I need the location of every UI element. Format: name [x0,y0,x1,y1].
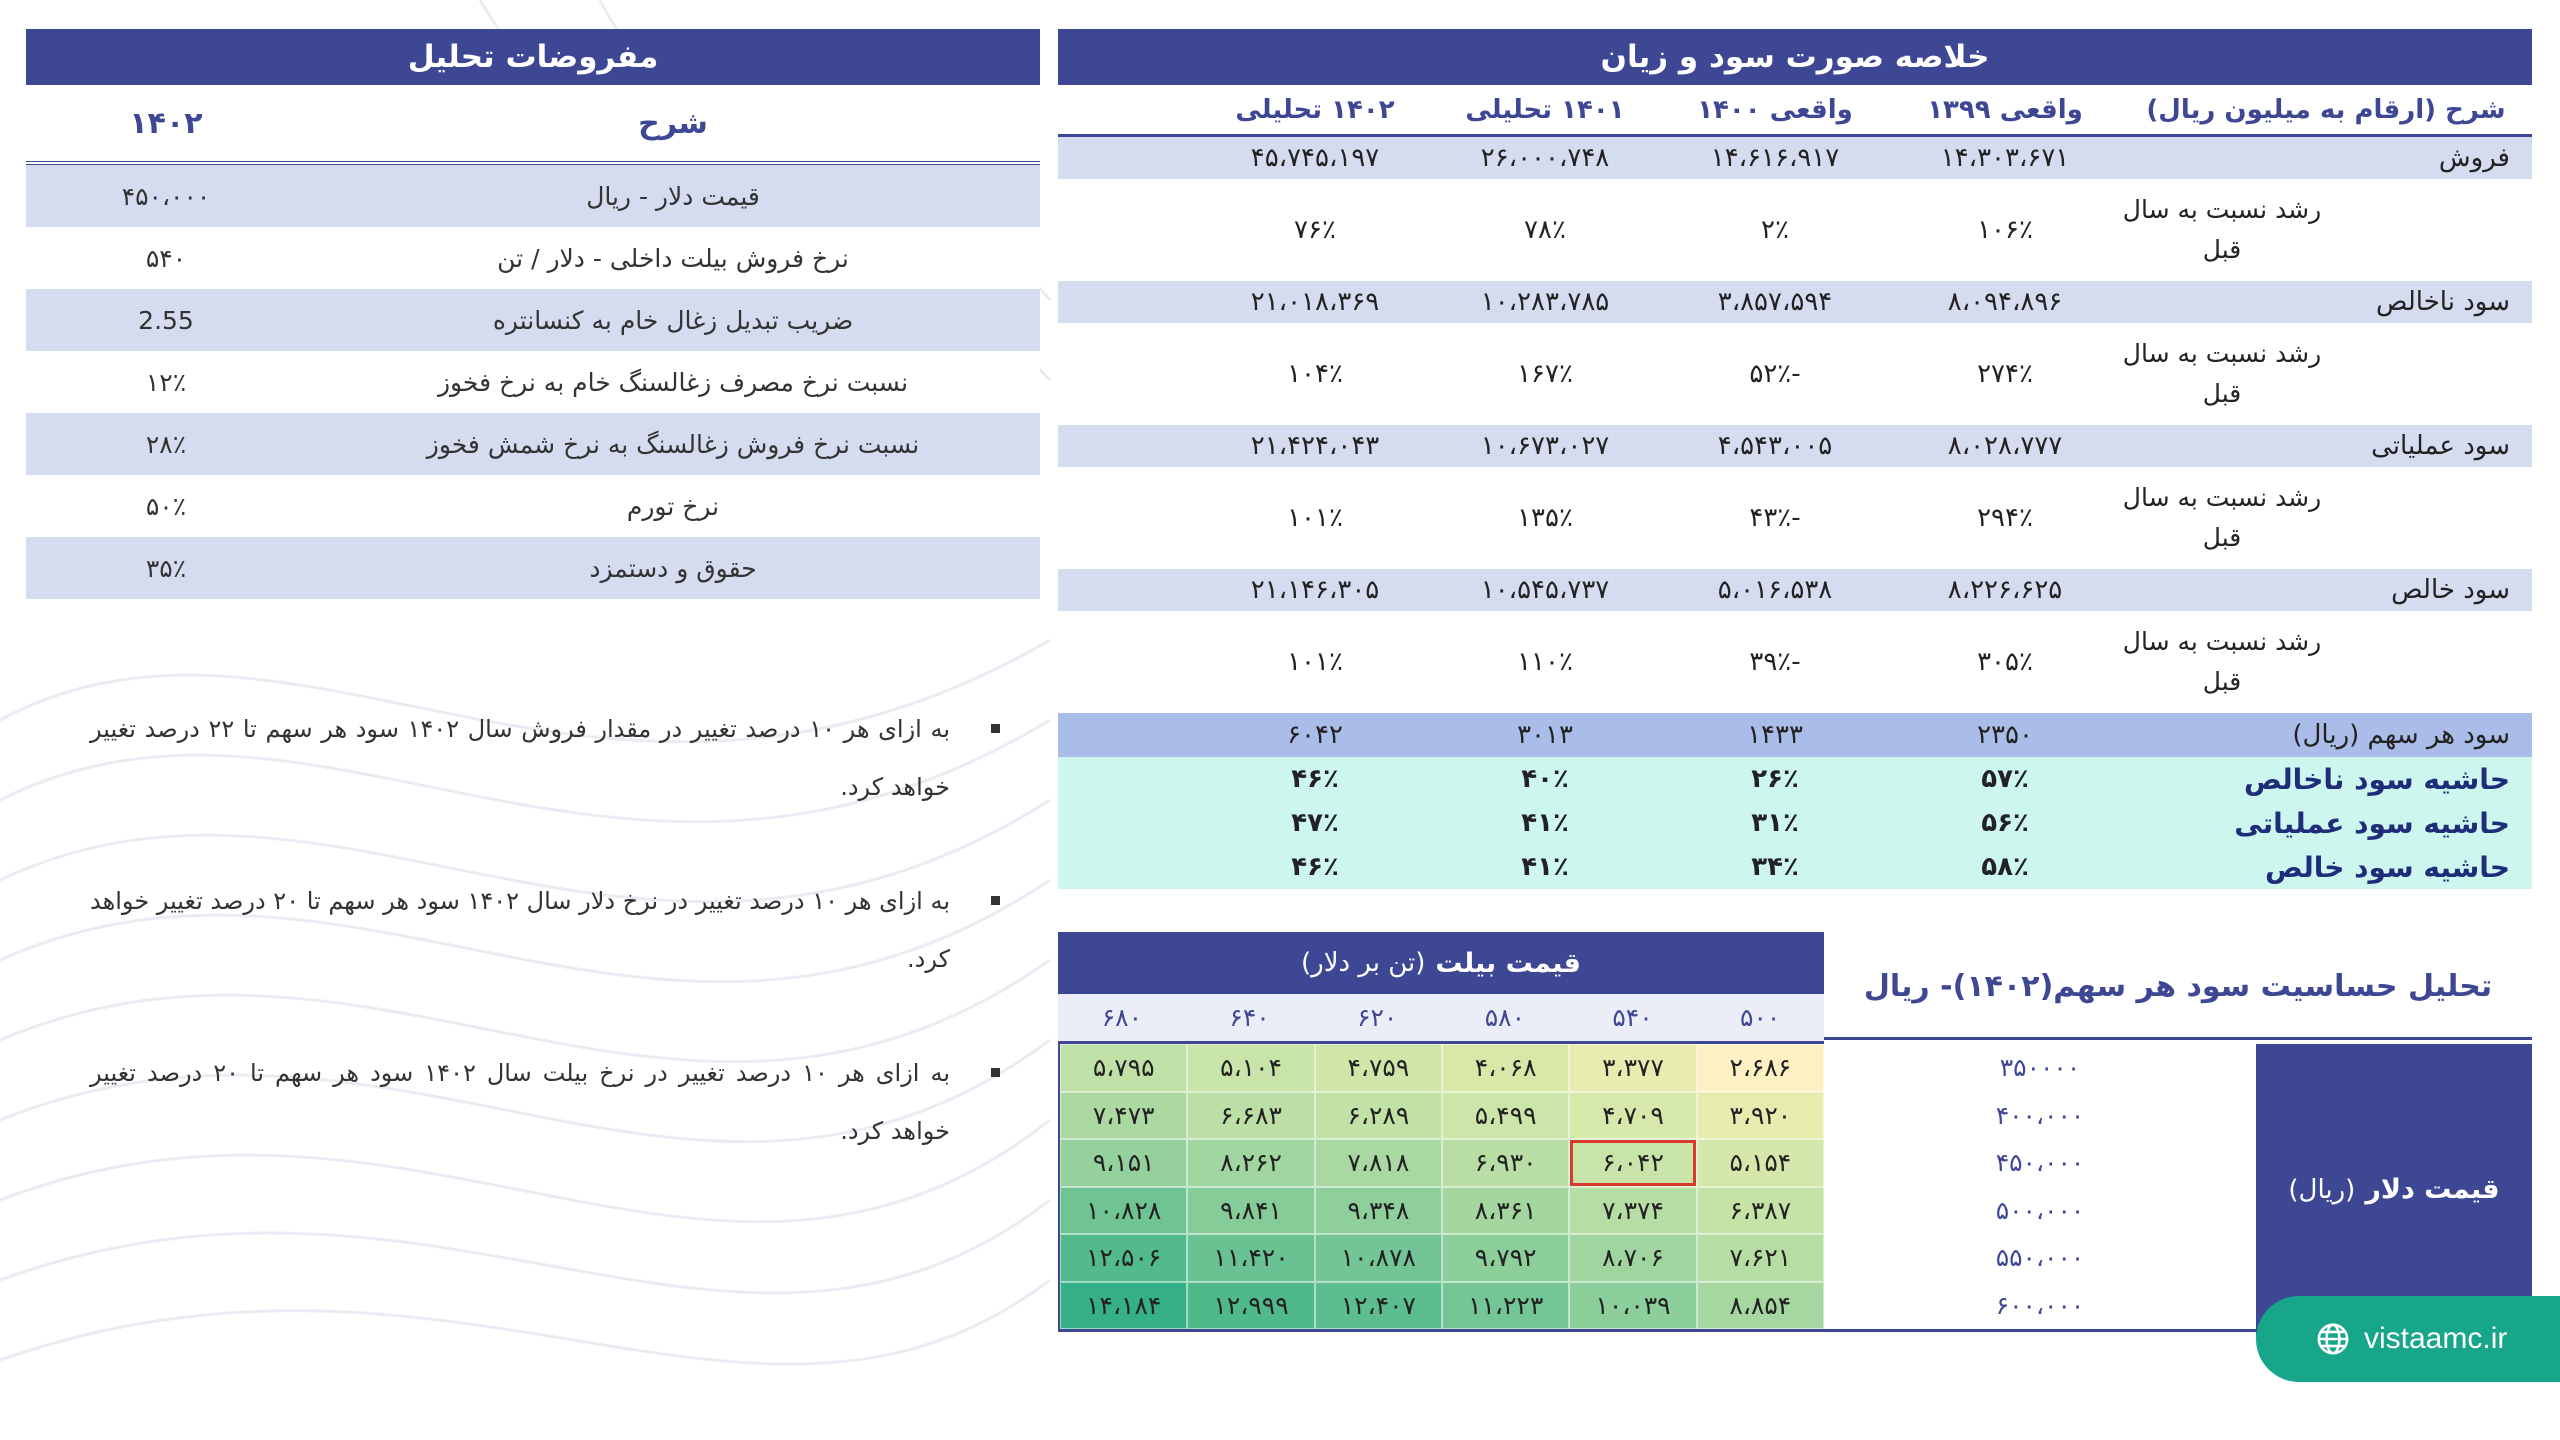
sensitivity-notes [90,700,950,1216]
value-cell: ۵۸٪ [1981,852,2029,882]
value-cell: ۸،۰۹۴،۸۹۶ [1947,287,2063,317]
assumption-desc: نرخ فروش بیلت داخلی - دلار / تن [497,243,849,273]
summary-row-growth [1058,611,2532,713]
sensitivity-row [1060,1282,1824,1330]
assumption-value: ۵۴۰ [145,243,187,273]
summary-row-growth [1058,467,2532,569]
assumptions-title: مفروضات تحلیل [26,29,1040,85]
summary-row-sales [1058,137,2532,179]
note-text: به ازای هر ۱۰ درصد تغییر در مقدار فروش سال ۱۴۰۲ سود هر سهم تا ۲۲ درصد تغییر خواهد کرد. [90,715,951,801]
value-cell: ۱۴،۶۱۶،۹۱۷ [1710,143,1840,173]
sensitivity-cell: ۱۲،۴۰۷ [1315,1282,1442,1330]
sensitivity-cell: ۱۰،۸۲۸ [1060,1187,1187,1235]
assumption-value: ۱۲٪ [145,367,187,397]
value-cell: ۲۱،۱۴۶،۳۰۵ [1250,575,1380,605]
sensitivity-cell: ۸،۷۰۶ [1569,1234,1696,1282]
row-label: حاشیه سود ناخالص [2243,762,2510,796]
value-cell: ۱۴،۳۰۳،۶۷۱ [1940,143,2070,173]
assumption-value: ۲۸٪ [145,429,187,459]
growth-cell: ۲۷۴٪ [1977,359,2033,389]
sensitivity-cell: ۴،۰۶۸ [1442,1044,1569,1092]
sensitivity-cell: ۶،۹۳۰ [1442,1139,1569,1187]
value-cell: ۲۳۵۰ [1977,720,2033,750]
summary-row-gross-profit [1058,281,2532,323]
sensitivity-cell: ۷،۳۷۴ [1569,1187,1696,1235]
sensitivity-cell: ۸،۲۶۲ [1187,1139,1314,1187]
growth-cell: ۱۰۱٪ [1287,647,1343,677]
bullet-square-icon [991,896,1000,905]
dollar-price-unit: (ریال) [2288,1174,2356,1205]
note-text: به ازای هر ۱۰ درصد تغییر در نرخ دلار سال ۱۴۰۲ سود هر سهم تا ۲۰ درصد تغییر خواهد کرد. [90,887,951,973]
billet-price: ۶۴۰ [1229,1003,1270,1032]
billet-price: ۶۲۰ [1357,1003,1398,1032]
assumption-row [26,289,1040,351]
value-cell: ۸،۲۲۶،۶۲۵ [1947,575,2063,605]
summary-row-operating-profit [1058,425,2532,467]
growth-cell: ۱۶۷٪ [1517,359,1573,389]
summary-row-growth [1058,323,2532,425]
sensitivity-table [1058,932,1824,1332]
growth-cell: ۱۱۰٪ [1517,647,1573,677]
summary-col-1401: ۱۴۰۱ تحلیلی [1465,94,1625,125]
value-cell: ۲۶٪ [1751,764,1799,794]
summary-header-row [1058,85,2532,137]
assumption-row [26,351,1040,413]
value-cell: ۱۰،۶۷۳،۰۲۷ [1480,431,1610,461]
summary-col-1402: ۱۴۰۲ تحلیلی [1235,94,1395,125]
sensitivity-cell: ۶،۲۸۹ [1315,1092,1442,1140]
summary-row-eps [1058,713,2532,757]
sensitivity-cell: ۹،۱۵۱ [1060,1139,1187,1187]
billet-price: ۵۰۰ [1740,1003,1781,1032]
note-item [90,872,950,988]
summary-row-growth [1058,179,2532,281]
note-item [90,700,950,816]
assumption-value: ۵۰٪ [145,491,187,521]
assumption-desc: ضریب تبدیل زغال خام به کنسانتره [492,305,854,335]
growth-cell: ۷۶٪ [1294,215,1336,245]
growth-cell: ۱۳۵٪ [1517,503,1573,533]
growth-label: رشد نسبت به سال قبل [2122,483,2322,552]
dollar-price: ۴۵۰،۰۰۰ [1824,1139,2256,1187]
summary-row-gross-margin [1058,757,2532,801]
growth-cell: -۵۲٪ [1749,359,1801,389]
sensitivity-cell: ۱۲،۵۰۶ [1060,1234,1187,1282]
assumption-desc: نسبت نرخ مصرف زغالسنگ خام به نرخ فخوز [437,367,909,397]
dollar-price-header [2256,1044,2532,1335]
assumptions-table [26,29,1040,599]
value-cell: ۴،۵۴۳،۰۰۵ [1717,431,1833,461]
assumption-row [26,165,1040,227]
summary-row-net-margin [1058,845,2532,889]
billet-price-row [1058,994,1824,1044]
sensitivity-cell: ۹،۳۴۸ [1315,1187,1442,1235]
value-cell: ۴۰٪ [1521,764,1569,794]
sensitivity-cell: ۵،۱۰۴ [1187,1044,1314,1092]
value-cell: ۱۰،۲۸۳،۷۸۵ [1480,287,1610,317]
summary-col-desc: شرح (ارقام به میلیون ریال) [2146,94,2506,125]
row-label: حاشیه سود عملیاتی [2234,806,2510,840]
sensitivity-cell: ۷،۴۷۳ [1060,1092,1187,1140]
sensitivity-grid [1058,1044,1824,1332]
sensitivity-cell: ۱۱،۲۲۳ [1442,1282,1569,1330]
value-cell: ۳۰۱۳ [1517,720,1573,750]
note-item [90,1044,950,1160]
dollar-price: ۵۵۰،۰۰۰ [1824,1234,2256,1282]
assumption-desc: نسبت نرخ فروش زغالسنگ به نرخ شمش فخوز [426,429,920,459]
summary-col-1399: واقعی ۱۳۹۹ [1927,94,2083,125]
sensitivity-cell: ۱۱،۴۲۰ [1187,1234,1314,1282]
assumption-row [26,413,1040,475]
sensitivity-cell: ۷،۶۲۱ [1697,1234,1824,1282]
growth-cell: ۱۰۶٪ [1977,215,2033,245]
value-cell: ۸،۰۲۸،۷۷۷ [1947,431,2063,461]
sensitivity-cell: ۵،۷۹۵ [1060,1044,1187,1092]
sensitivity-cell: ۳،۳۷۷ [1569,1044,1696,1092]
assumption-value: ۳۵٪ [145,553,187,583]
value-cell: ۵،۰۱۶،۵۳۸ [1717,575,1833,605]
billet-price-header [1058,932,1824,994]
summary-title: خلاصه صورت سود و زیان [1058,29,2532,85]
sensitivity-row [1060,1092,1824,1140]
billet-price-unit: (تن بر دلار) [1301,948,1426,978]
value-cell: ۴۷٪ [1291,808,1339,838]
assumptions-header-row [26,85,1040,165]
dollar-price: ۶۰۰،۰۰۰ [1824,1282,2256,1330]
value-cell: ۴۶٪ [1291,764,1339,794]
value-cell: ۶۰۴۲ [1287,720,1343,750]
sensitivity-cell: ۱۲،۹۹۹ [1187,1282,1314,1330]
sensitivity-cell: ۸،۳۶۱ [1442,1187,1569,1235]
value-cell: ۴۶٪ [1291,852,1339,882]
growth-cell: ۲٪ [1761,215,1789,245]
sensitivity-cell: ۶،۳۸۷ [1697,1187,1824,1235]
value-cell: ۳،۸۵۷،۵۹۴ [1717,287,1833,317]
summary-row-operating-margin [1058,801,2532,845]
assumption-row [26,475,1040,537]
sensitivity-cell: ۶،۶۸۳ [1187,1092,1314,1140]
billet-price: ۶۸۰ [1101,1003,1143,1032]
dollar-price-column [1824,1044,2256,1332]
sensitivity-cell: ۲،۶۸۶ [1697,1044,1824,1092]
sensitivity-cell: ۴،۷۰۹ [1569,1092,1696,1140]
growth-cell: -۴۳٪ [1749,503,1801,533]
value-cell: ۱۴۳۳ [1747,720,1803,750]
value-cell: ۲۶،۰۰۰،۷۴۸ [1480,143,1610,173]
value-cell: ۳۴٪ [1751,852,1799,882]
growth-cell: ۱۰۴٪ [1287,359,1343,389]
row-label: فروش [2438,143,2510,173]
sensitivity-cell: ۵،۴۹۹ [1442,1092,1569,1140]
growth-cell: ۲۹۴٪ [1977,503,2033,533]
globe-icon [2316,1322,2350,1356]
assumption-value: ۴۵۰،۰۰۰ [121,181,211,211]
row-label: سود خالص [2391,575,2510,605]
bullet-square-icon [991,1068,1000,1077]
sensitivity-row [1060,1234,1824,1282]
row-label: سود عملیاتی [2371,431,2510,461]
bullet-square-icon [991,724,1000,733]
value-cell: ۴۵،۷۴۵،۱۹۷ [1250,143,1380,173]
growth-cell: ۳۰۵٪ [1977,647,2033,677]
value-cell: ۲۱،۴۲۴،۰۴۳ [1250,431,1380,461]
dollar-price: ۳۵۰۰۰۰ [1824,1044,2256,1092]
value-cell: ۱۰،۵۴۵،۷۳۷ [1480,575,1610,605]
sensitivity-row [1060,1139,1824,1187]
sensitivity-cell: ۹،۸۴۱ [1187,1187,1314,1235]
note-text: به ازای هر ۱۰ درصد تغییر در نرخ بیلت سال ۱۴۰۲ سود هر سهم تا ۲۰ درصد تغییر خواهد کرد. [90,1059,951,1145]
sensitivity-cell: ۷،۸۱۸ [1315,1139,1442,1187]
assumption-row [26,537,1040,599]
dollar-price: ۴۰۰،۰۰۰ [1824,1092,2256,1140]
sensitivity-cell: ۴،۷۵۹ [1315,1044,1442,1092]
sensitivity-cell: ۳،۹۲۰ [1697,1092,1824,1140]
value-cell: ۵۶٪ [1981,808,2029,838]
value-cell: ۴۱٪ [1521,808,1569,838]
growth-label: رشد نسبت به سال قبل [2122,195,2322,264]
billet-price: ۵۸۰ [1484,1003,1526,1032]
website-badge[interactable] [2256,1296,2560,1382]
dollar-price: ۵۰۰،۰۰۰ [1824,1187,2256,1235]
growth-cell: ۱۰۱٪ [1287,503,1343,533]
row-label: سود ناخالص [2376,287,2510,317]
sensitivity-row [1060,1187,1824,1235]
summary-col-1400: واقعی ۱۴۰۰ [1697,94,1853,125]
assumption-row [26,227,1040,289]
assumption-desc: حقوق و دستمزد [589,553,757,583]
sensitivity-cell: ۱۴،۱۸۴ [1060,1282,1187,1330]
sensitivity-row [1060,1044,1824,1092]
growth-label: رشد نسبت به سال قبل [2122,339,2322,408]
income-summary-table [1058,29,2532,889]
sensitivity-cell: ۱۰،۸۷۸ [1315,1234,1442,1282]
billet-price: ۵۴۰ [1612,1003,1653,1032]
sensitivity-cell: ۶،۰۴۲ [1569,1139,1696,1187]
dollar-price-label: قیمت دلار [2365,1174,2500,1205]
row-label: حاشیه سود خالص [2265,850,2510,884]
billet-price-label: قیمت بیلت [1435,947,1581,979]
row-label: سود هر سهم (ریال) [2292,720,2510,750]
assumptions-col-desc: شرح [638,105,708,141]
summary-row-net-profit [1058,569,2532,611]
website-url[interactable]: vistaamc.ir [2364,1322,2508,1355]
assumption-desc: نرخ تورم [626,491,720,521]
assumption-desc: قیمت دلار - ریال [586,181,760,211]
growth-cell: -۳۹٪ [1749,647,1801,677]
assumptions-col-value: ۱۴۰۲ [129,105,203,141]
sensitivity-cell: ۵،۱۵۴ [1697,1139,1824,1187]
assumption-value: 2.55 [138,305,194,335]
growth-cell: ۷۸٪ [1524,215,1566,245]
sensitivity-cell: ۸،۸۵۴ [1697,1282,1824,1330]
value-cell: ۳۱٪ [1751,808,1799,838]
sensitivity-cell: ۹،۷۹۲ [1442,1234,1569,1282]
value-cell: ۵۷٪ [1981,764,2029,794]
sensitivity-cell: ۱۰،۰۳۹ [1569,1282,1696,1330]
value-cell: ۴۱٪ [1521,852,1569,882]
value-cell: ۲۱،۰۱۸،۳۶۹ [1250,287,1380,317]
sensitivity-title: تحلیل حساسیت سود هر سهم(۱۴۰۲)- ریال [1824,936,2532,1040]
growth-label: رشد نسبت به سال قبل [2122,627,2322,696]
